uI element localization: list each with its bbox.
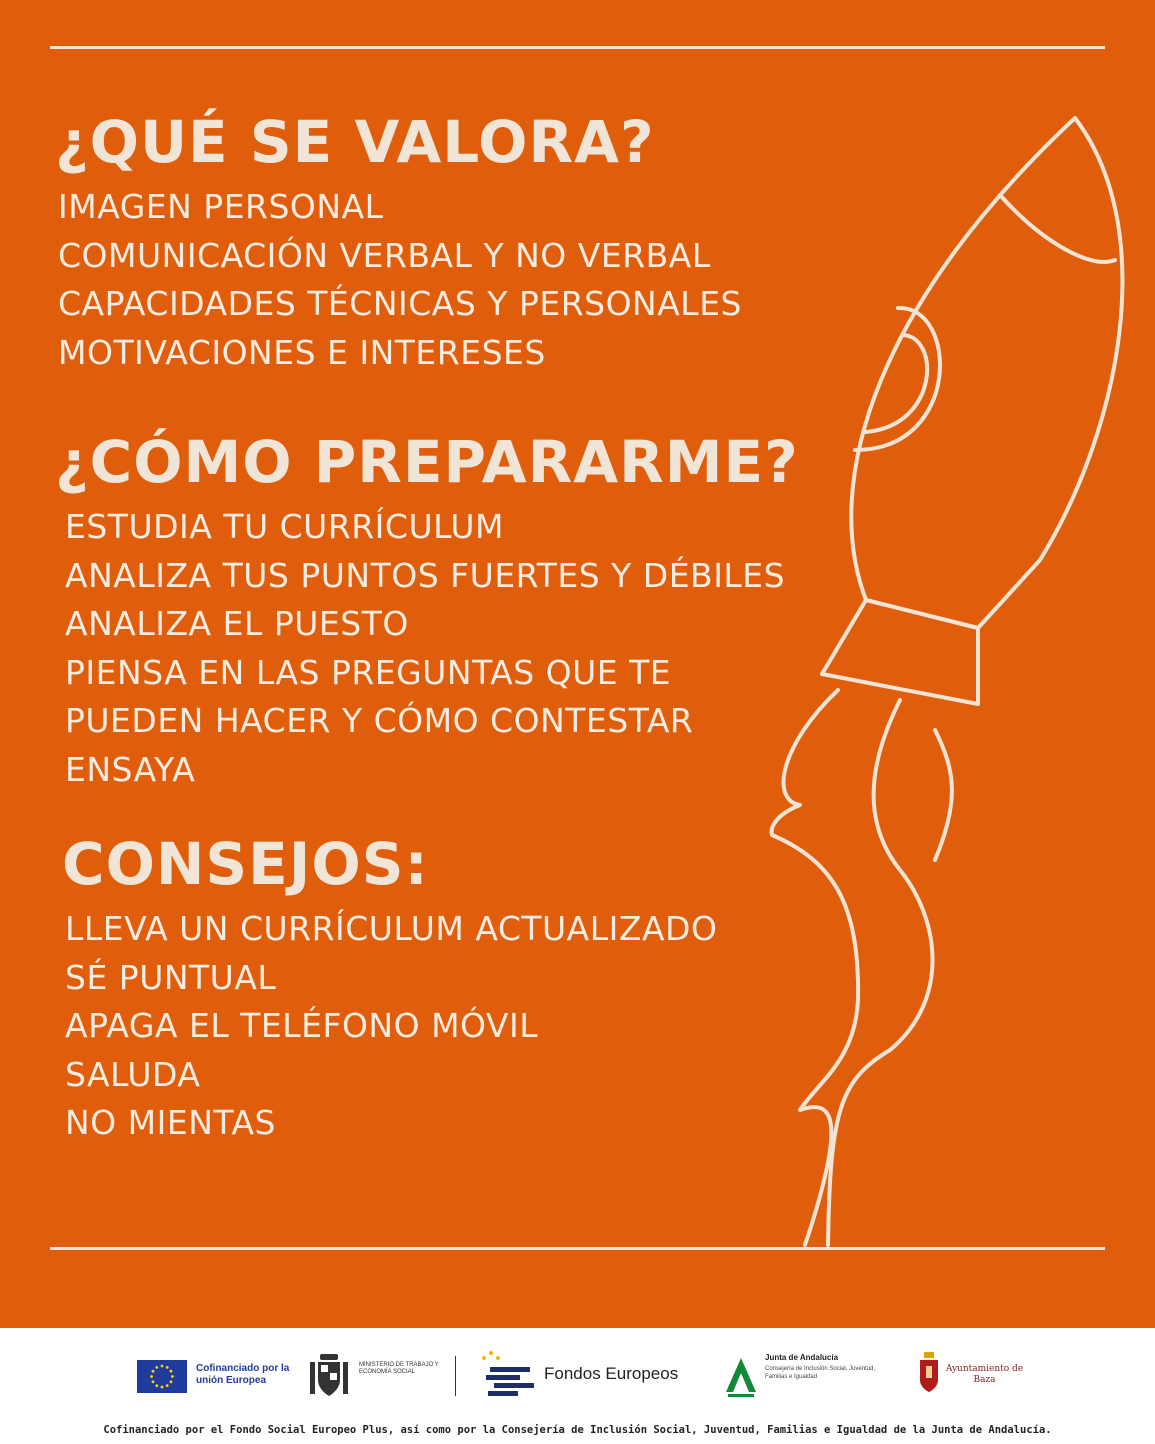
eu-cofinanciado-text: Cofinanciado por la unión Europea — [196, 1363, 290, 1386]
list-item: NO MIENTAS — [65, 1103, 277, 1142]
list-item: MOTIVACIONES E INTERESES — [58, 332, 546, 372]
list-item: IMAGEN PERSONAL — [58, 187, 384, 226]
list-item: LLEVA UN CURRÍCULUM ACTUALIZADO — [65, 909, 718, 948]
list-item: ANALIZA TUS PUNTOS FUERTES Y DÉBILES — [65, 555, 786, 595]
baza-crest-icon — [918, 1350, 940, 1394]
list-item: ENSAYA — [65, 749, 196, 789]
list-item: PUEDEN HACER Y CÓMO CONTESTAR — [65, 701, 694, 740]
list-valora — [58, 183, 742, 377]
list-item: COMUNICACIÓN VERBAL Y NO VERBAL — [58, 235, 711, 275]
section-heading-valora: ¿QUÉ SE VALORA? — [55, 108, 655, 176]
fondos-europeos-icon — [478, 1348, 538, 1400]
logo-row — [0, 1348, 1155, 1408]
list-item: ANALIZA EL PUESTO — [65, 604, 409, 643]
section-heading-preparar: ¿CÓMO PREPARARME? — [55, 428, 799, 496]
baza-text: Ayuntamiento de Baza — [945, 1364, 1024, 1385]
list-item: SÉ PUNTUAL — [65, 957, 277, 997]
list-item: PIENSA EN LAS PREGUNTAS QUE TE — [65, 652, 672, 692]
logo-separator — [455, 1356, 456, 1396]
ministerio-text: MINISTERIO DE TRABAJO Y ECONOMÍA SOCIAL — [359, 1362, 439, 1375]
eu-flag-icon — [137, 1360, 187, 1393]
list-item: ESTUDIA TU CURRÍCULUM — [65, 507, 504, 546]
coat-of-arms-icon — [306, 1350, 352, 1402]
list-preparar — [65, 503, 785, 794]
list-item: APAGA EL TELÉFONO MÓVIL — [65, 1006, 539, 1045]
list-item: CAPACIDADES TÉCNICAS Y PERSONALES — [58, 284, 742, 323]
top-divider — [50, 46, 1105, 49]
junta-title: Junta de Andalucía — [765, 1353, 839, 1362]
rocket-icon — [760, 105, 1140, 1255]
fondos-europeos-text: Fondos Europeos — [544, 1364, 679, 1383]
section-heading-consejos: CONSEJOS: — [62, 830, 429, 898]
funding-footer — [0, 1328, 1155, 1444]
list-consejos — [65, 905, 717, 1148]
list-item: SALUDA — [65, 1054, 201, 1094]
junta-andalucia-icon — [722, 1352, 760, 1398]
cofinancing-footnote: Cofinanciado por el Fondo Social Europeo Plus, así como por la Consejería de Inclusión Social, Juventud, Familias e Igualdad de la Junta de Andalucía. — [103, 1424, 1052, 1436]
junta-subtitle: Consejería de Inclusión Social, Juventud, Familias e Igualdad — [765, 1366, 876, 1380]
bottom-divider — [50, 1247, 1105, 1250]
